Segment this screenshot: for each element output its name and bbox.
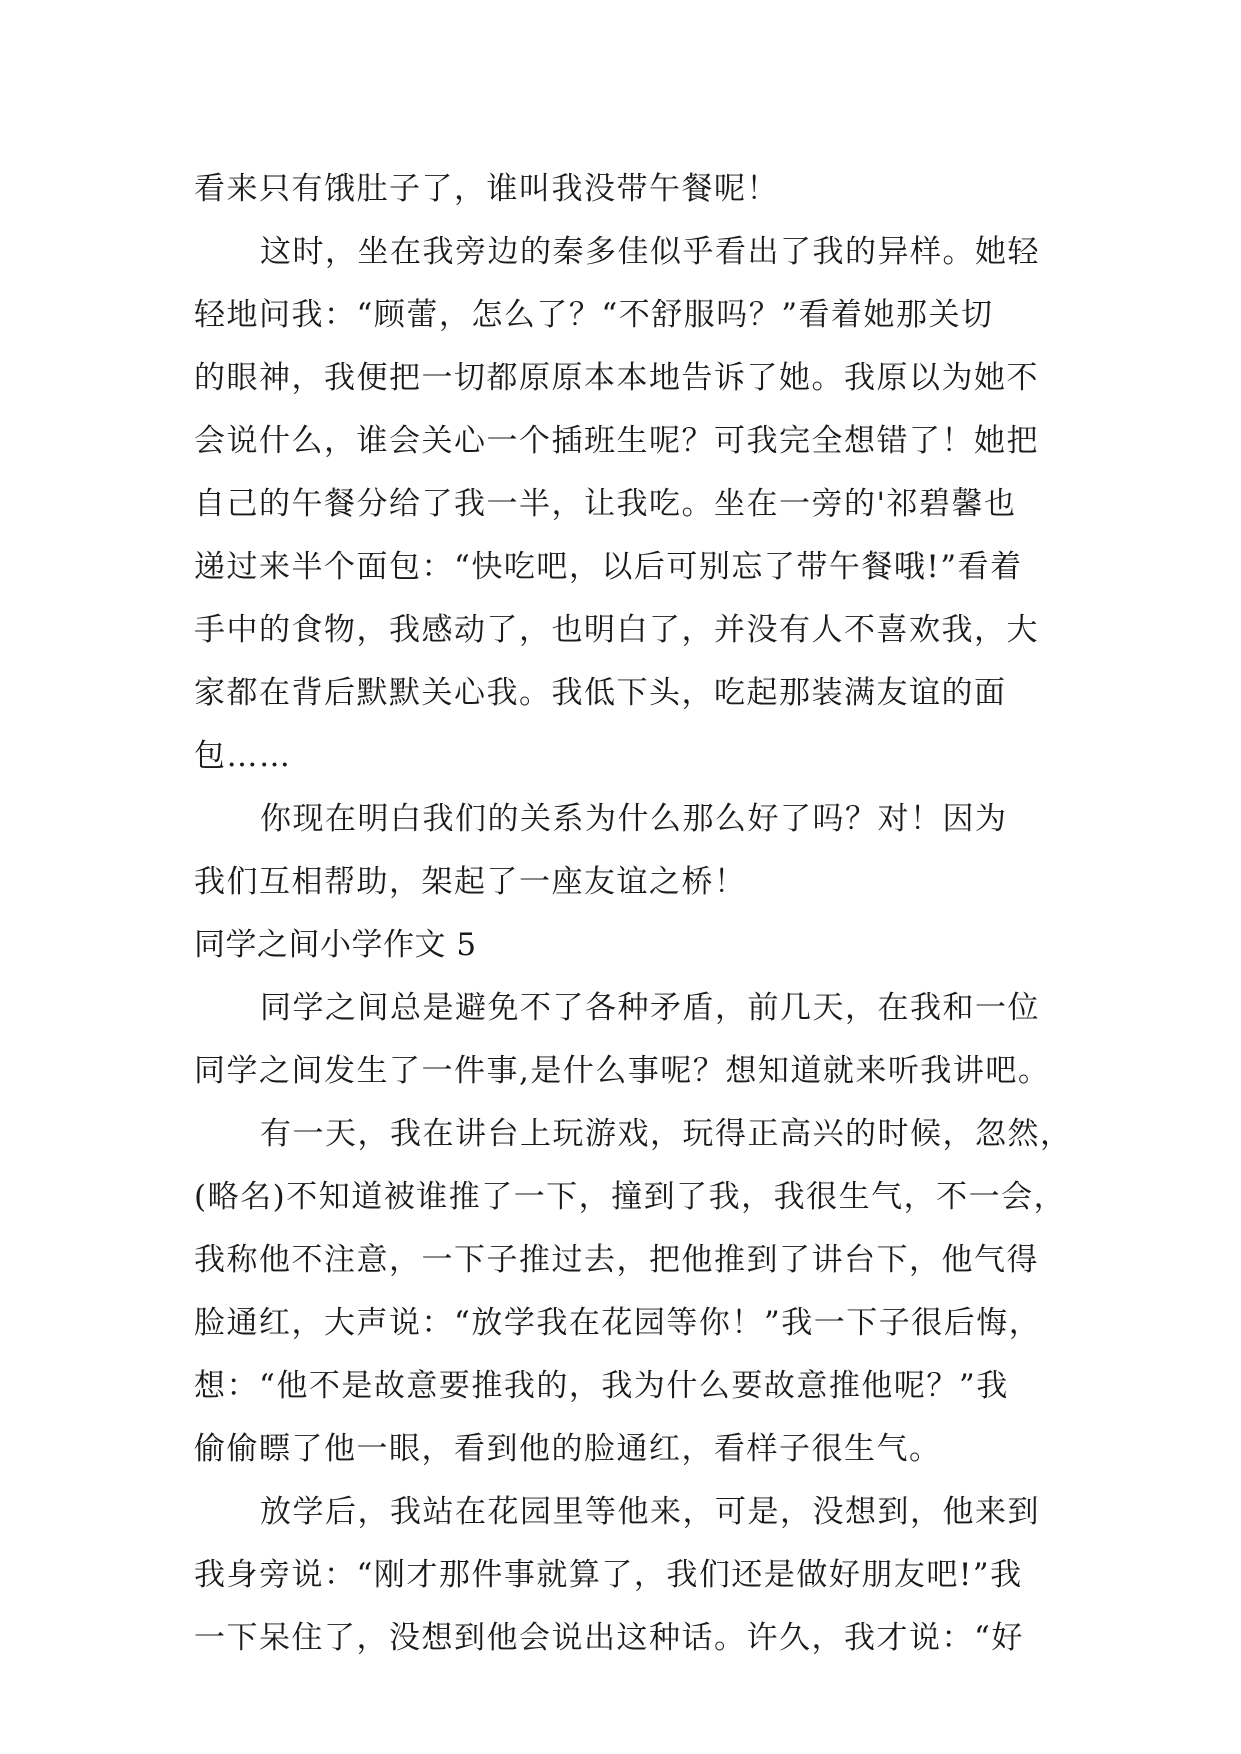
text-line: 想：“他不是故意要推我的，我为什么要故意推他呢？”我: [194, 1368, 1009, 1404]
text-line: 偷偷瞟了他一眼，看到他的脸通红，看样子很生气。: [194, 1431, 942, 1467]
paragraph-start-line: 同学之间总是避免不了各种矛盾，前几天，在我和一位: [260, 990, 1040, 1026]
paragraph-start-line: 放学后，我站在花园里等他来，可是，没想到，他来到: [260, 1494, 1040, 1530]
text-line: 自己的午餐分给了我一半，让我吃。坐在一旁的'祁碧馨也: [194, 486, 1017, 522]
text-line: 我称他不注意，一下子推过去，把他推到了讲台下，他气得: [194, 1242, 1039, 1278]
paragraph-start-line: 你现在明白我们的关系为什么那么好了吗？对！因为: [260, 801, 1008, 837]
section-heading: 同学之间小学作文 5: [194, 927, 477, 963]
text-line: 一下呆住了，没想到他会说出这种话。许久，我才说：“好: [194, 1620, 1024, 1656]
text-line: 递过来半个面包：“快吃吧，以后可别忘了带午餐哦!”看着: [194, 549, 1023, 585]
text-line: 手中的食物，我感动了，也明白了，并没有人不喜欢我，大: [194, 612, 1039, 648]
text-line: 轻地问我：“顾蕾，怎么了？“不舒服吗？”看着她那关切: [194, 297, 994, 333]
text-line: 会说什么，谁会关心一个插班生呢？可我完全想错了！她把: [194, 423, 1039, 459]
text-line: 我身旁说：“刚才那件事就算了，我们还是做好朋友吧!”我: [194, 1557, 1023, 1593]
paragraph-start-line: 有一天，我在讲台上玩游戏，玩得正高兴的时候，忽然，: [260, 1116, 1073, 1152]
essay-body: [194, 158, 1074, 1670]
text-line: 包……: [194, 738, 292, 774]
text-line: 看来只有饿肚子了，谁叫我没带午餐呢！: [194, 171, 779, 207]
text-line: 家都在背后默默关心我。我低下头，吃起那装满友谊的面: [194, 675, 1007, 711]
text-line: 我们互相帮助，架起了一座友谊之桥！: [194, 864, 747, 900]
text-line: 脸通红，大声说：“放学我在花园等你！”我一下子很后悔，: [194, 1305, 1042, 1341]
paragraph-start-line: 这时，坐在我旁边的秦多佳似乎看出了我的异样。她轻: [260, 234, 1040, 270]
text-line: (略名)不知道被谁推了一下，撞到了我，我很生气，不一会，: [194, 1179, 1067, 1215]
text-line: 同学之间发生了一件事,是什么事呢？想知道就来听我讲吧。: [194, 1053, 1051, 1089]
text-line: 的眼神，我便把一切都原原本本地告诉了她。我原以为她不: [194, 360, 1039, 396]
